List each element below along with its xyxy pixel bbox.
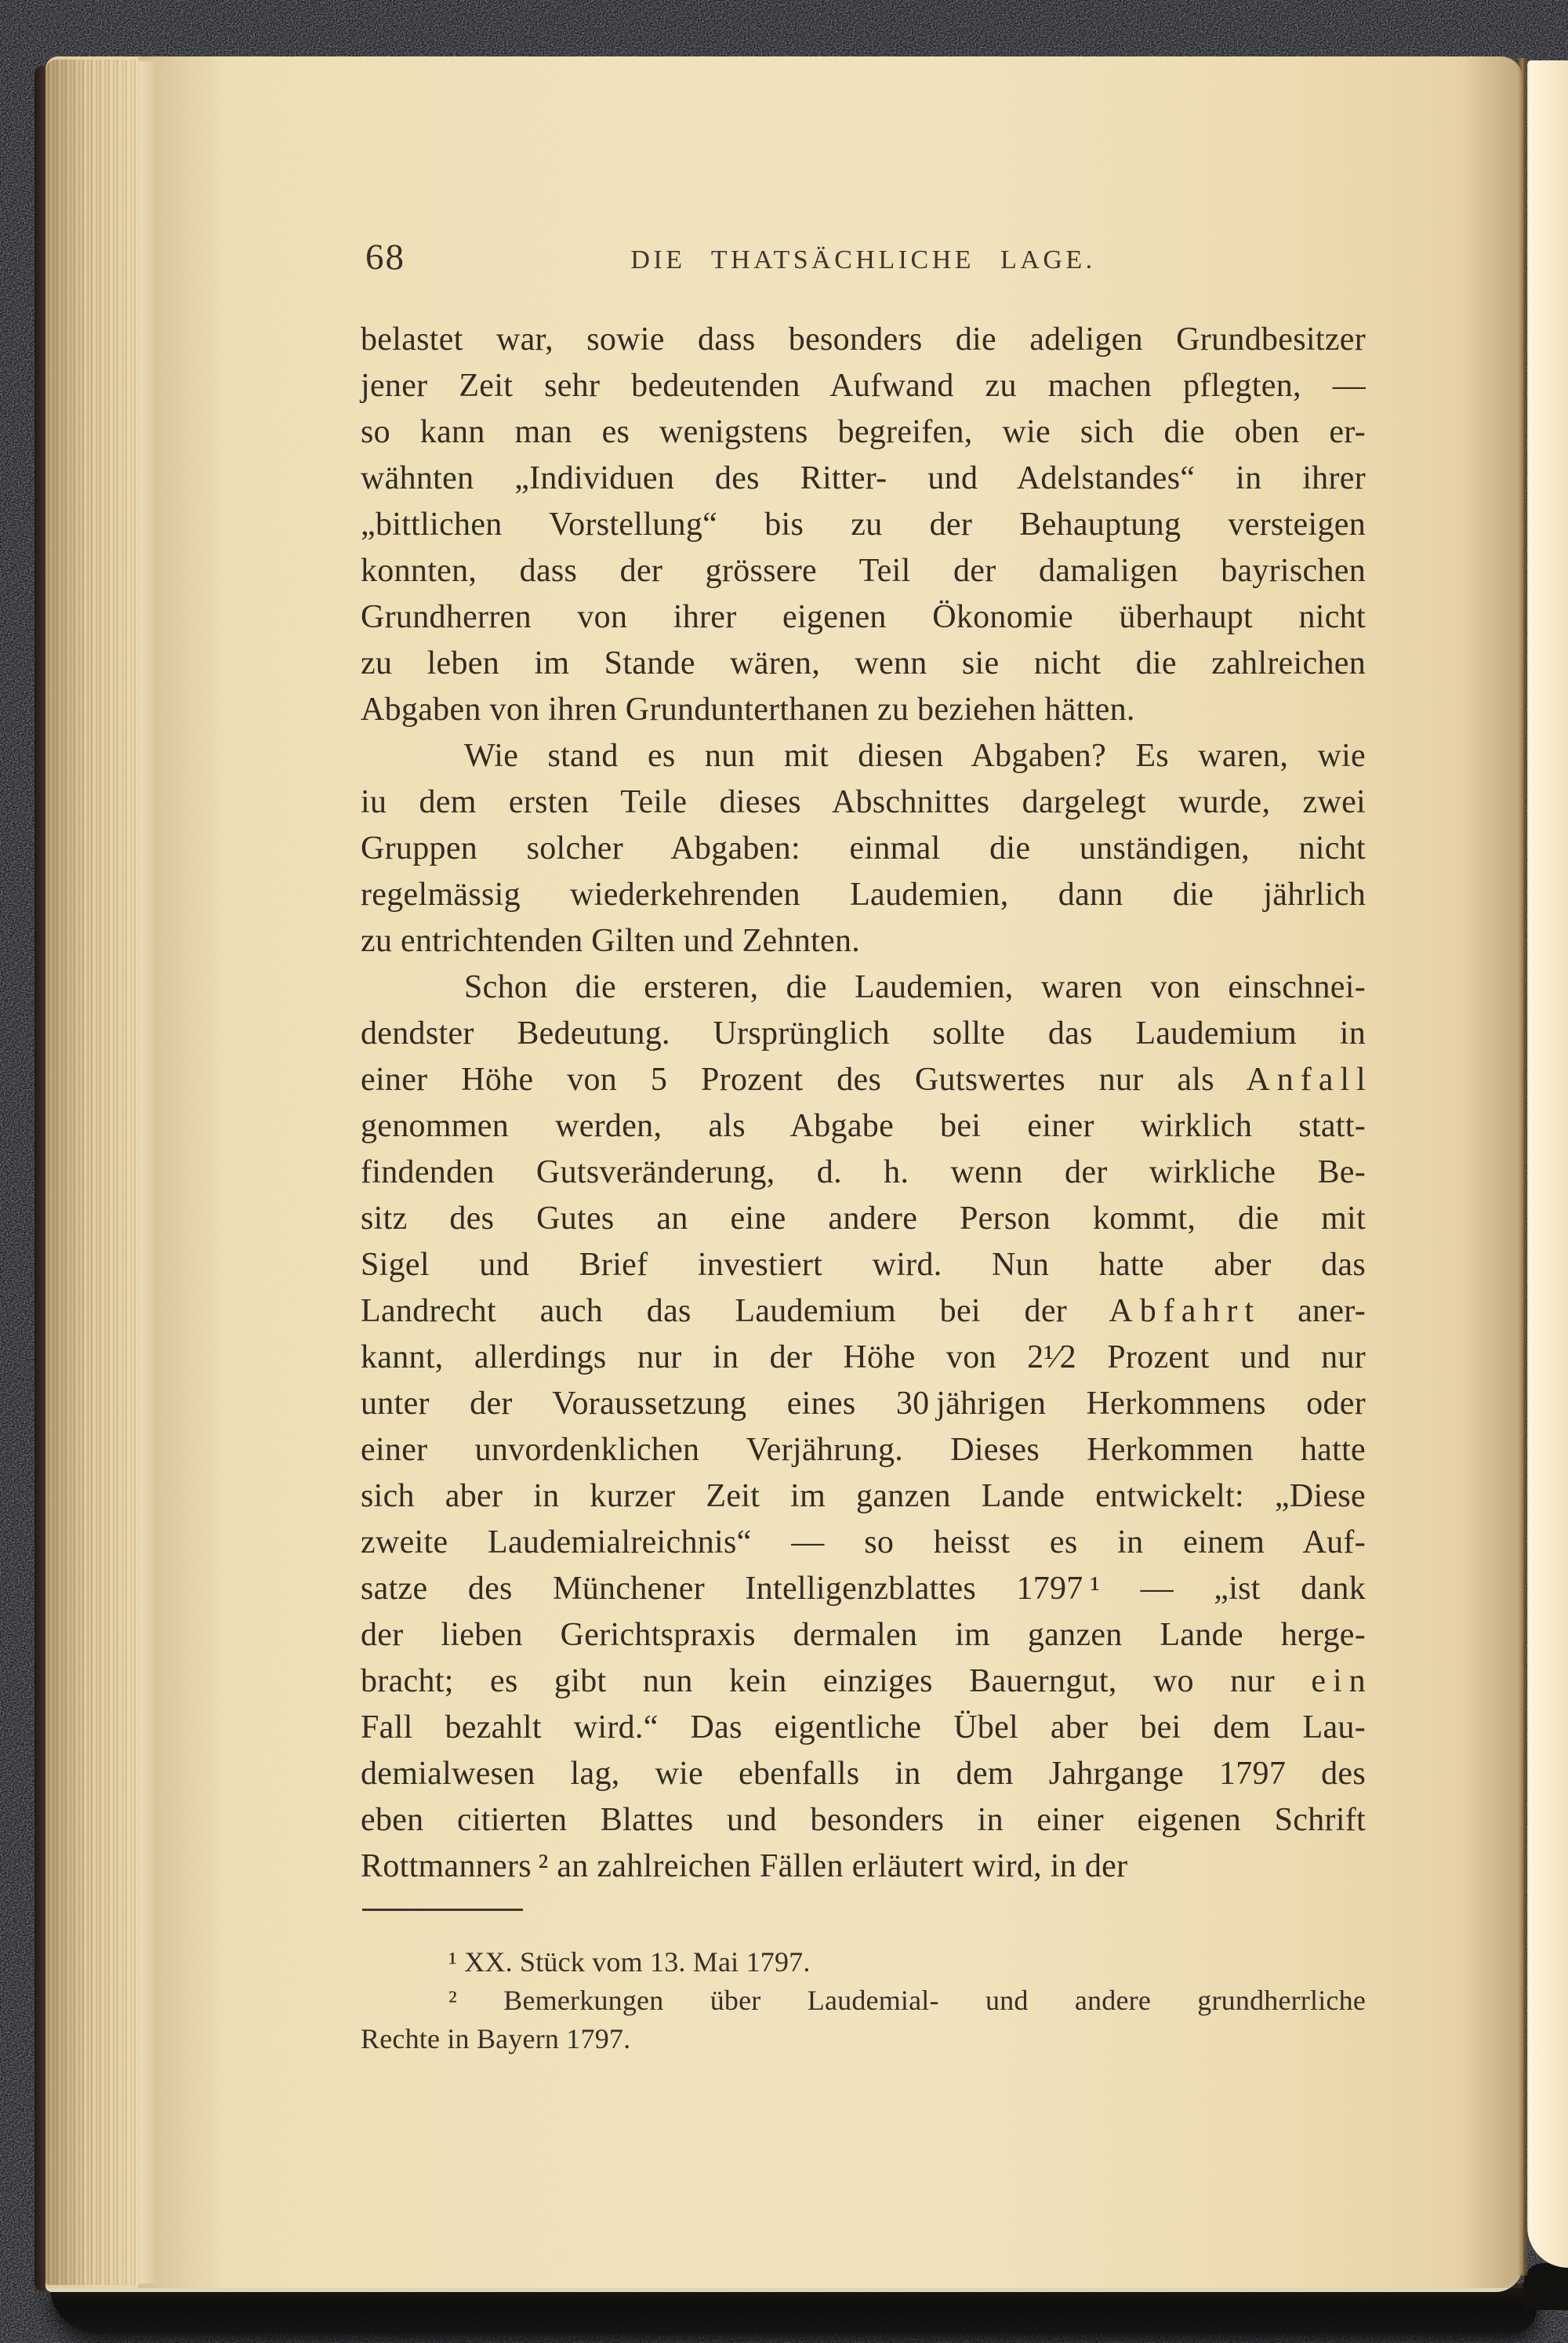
footnote-rule bbox=[362, 1909, 523, 1911]
running-header-title: DIE THATSÄCHLICHE LAGE. bbox=[630, 245, 1096, 274]
body-text bbox=[361, 317, 1366, 1890]
paragraph: belastet war, sowie dass besonders die adeligen Grundbesitzer jener Zeit sehr bedeutenden Aufwand zu machen pflegten, — so kann man es wenigstens begreifen, wie sich die oben er- wähnten „Individuen des Ritter- und Adelstandes“ in ihrer „bittlichen Vorstellung“ bis zu der Behauptung versteigen konnten, dass der grössere Teil der damaligen bayrischen Grundherren von ihrer eigenen Ökonomie überhaupt nicht zu leben im Stande wären, wenn sie nicht die zahlreichen Abgaben von ihren Grundunterthanen zu beziehen hätten. bbox=[361, 321, 1366, 728]
page-number: 68 bbox=[365, 237, 405, 278]
paragraph: Schon die ersteren, die Laudemien, waren von einschnei- dendster Bedeutung. Ursprünglich sollte das Laudemium in einer Höhe von 5 Prozent des Gutswertes nur als A n f a l l genommen werden, als Abgabe bei einer wirklich statt- findenden Gutsveränderung, d. h. wenn der wirkliche Be- sitz des Gutes an eine andere Person kommt, die mit Sigel und Brief investiert wird. Nun hatte aber das Landrecht auch das Laudemium bei der A b f a h r t aner- kannt, allerdings nur in der Höhe von 2¹⁄2 Prozent und nur unter der Voraussetzung eines 30 jährigen Herkommens oder einer unvordenklichen Verjährung. Dieses Herkommen hatte sich aber in kurzer Zeit im ganzen Lande entwickelt: „Diese zweite Laudemialreichnis“ — so heisst es in einem Auf- satze des Münchener Intelligenzblattes 1797 ¹ — „ist dank der lieben Gerichtspraxis dermalen im ganzen Lande herge- bracht; es gibt nun kein einziges Bauerngut, wo nur e i n Fall bezahlt wird.“ Das eigentliche Übel aber bei dem Lau- demialwesen lag, wie ebenfalls in dem Jahrgange 1797 des eben citierten Blattes und besonders in einer eigenen Schrift Rottmanners ² an zahlreichen Fällen erläutert wird, in der bbox=[361, 969, 1366, 1884]
footnote: ¹ XX. Stück vom 13. Mai 1797. bbox=[448, 1946, 811, 1978]
paragraph: Wie stand es nun mit diesen Abgaben? Es waren, wie iu dem ersten Teile dieses Abschnittes dargelegt wurde, zwei Gruppen solcher Abgaben: einmal die unständigen, nicht regelmässig wiederkehrenden Laudemien, dann die jährlich zu entrichtenden Gilten und Zehnten. bbox=[361, 738, 1366, 959]
footnotes bbox=[361, 1943, 1366, 2058]
page-header bbox=[361, 234, 1366, 284]
footnote: ² Bemerkungen über Laudemial- und andere grundherrliche Rechte in Bayern 1797. bbox=[361, 1985, 1366, 2054]
